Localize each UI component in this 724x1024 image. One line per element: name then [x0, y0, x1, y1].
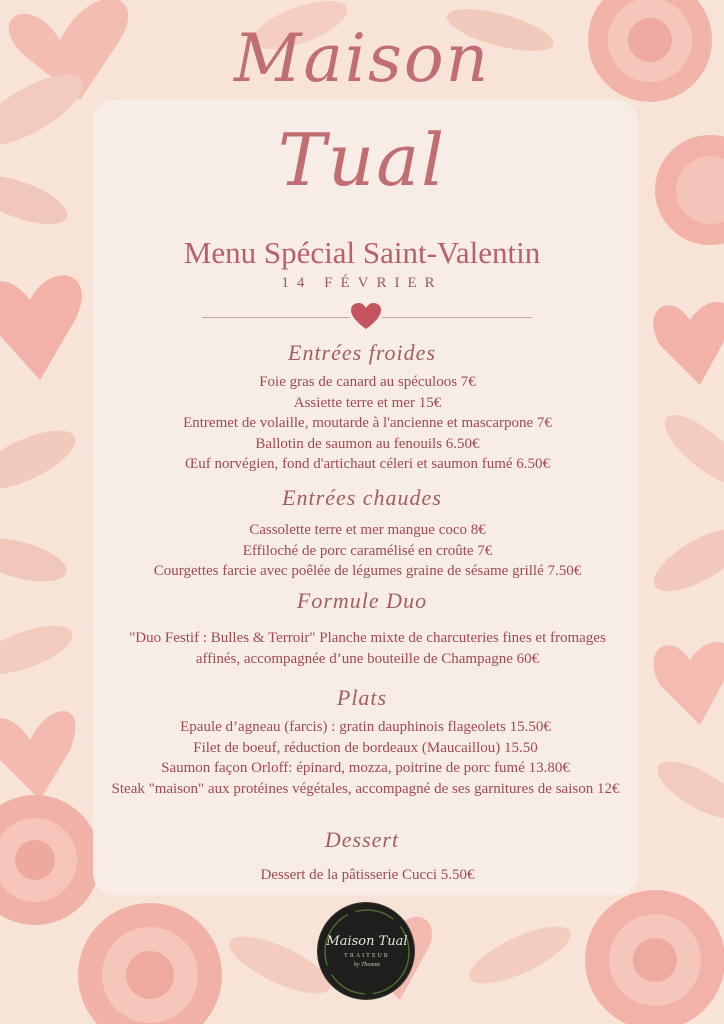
menu-item: Ballotin de saumon au fenouils 6.50€ — [255, 435, 480, 452]
section-title-dessert: Dessert — [324, 827, 400, 852]
menu-item: Entremet de volaille, moutarde à l'ancienne et mascarpone 7€ — [183, 415, 552, 431]
menu-title: Menu Spécial Saint-Valentin — [183, 235, 541, 270]
brand-name-line1: Maison — [233, 20, 491, 97]
menu-item: Foie gras de canard au spéculoos 7€ — [259, 374, 476, 390]
logo-ring-icon — [322, 907, 412, 997]
divider-line-left — [202, 317, 350, 318]
section-title-entrees-froides: Entrées froides — [288, 340, 436, 365]
logo-subtitle: TRAITEUR — [344, 953, 390, 959]
section-items-entrees-froides — [100, 372, 635, 475]
section-items-formule-duo — [115, 628, 620, 669]
menu-item: Œuf norvégien, fond d'artichaut céleri et saumon fumé 6.50€ — [184, 456, 551, 472]
section-items-plats — [108, 717, 623, 799]
logo-byline: by Thomas — [353, 962, 381, 968]
menu-item: "Duo Festif : Bulles & Terroir" Planche mixte de charcuteries fines et fromages affinés, accompagnée d’une bouteille de Champagne 60€ — [129, 630, 606, 667]
section-title-formule-duo: Formule Duo — [296, 588, 428, 613]
menu-date: 14 FÉVRIER — [281, 275, 443, 291]
menu-item: Effiloché de porc caramélisé en croûte 7€ — [242, 542, 493, 559]
logo-name: Maison Tual — [326, 934, 408, 949]
menu-item: Saumon façon Orloff: épinard, mozza, poitrine de porc fumé 13.80€ — [161, 760, 570, 776]
section-items-entrees-chaudes — [100, 520, 635, 582]
section-items-dessert — [100, 865, 635, 886]
divider-line-right — [382, 317, 532, 318]
menu-item: Cassolette terre et mer mangue coco 8€ — [249, 522, 486, 538]
section-title-plats: Plats — [336, 685, 388, 710]
heart-icon — [351, 303, 381, 330]
menu-item: Filet de boeuf, réduction de bordeaux (Maucaillou) 15.50 — [193, 739, 538, 756]
menu-item: Assiette terre et mer 15€ — [293, 394, 442, 411]
menu-item: Steak "maison" aux protéines végétales, accompagné de ses garnitures de saison 12€ — [111, 780, 620, 797]
menu-item: Courgettes farcie avec poêlée de légumes graine de sésame grillé 7.50€ — [153, 563, 582, 579]
menu-item: Epaule d’agneau (farcis) : gratin dauphinois flageolets 15.50€ — [180, 719, 551, 735]
menu-item: Dessert de la pâtisserie Cucci 5.50€ — [260, 867, 475, 883]
brand-name-line2: Tual — [277, 118, 447, 202]
maison-tual-logo — [317, 902, 415, 1000]
section-title-entrees-chaudes: Entrées chaudes — [282, 485, 442, 510]
